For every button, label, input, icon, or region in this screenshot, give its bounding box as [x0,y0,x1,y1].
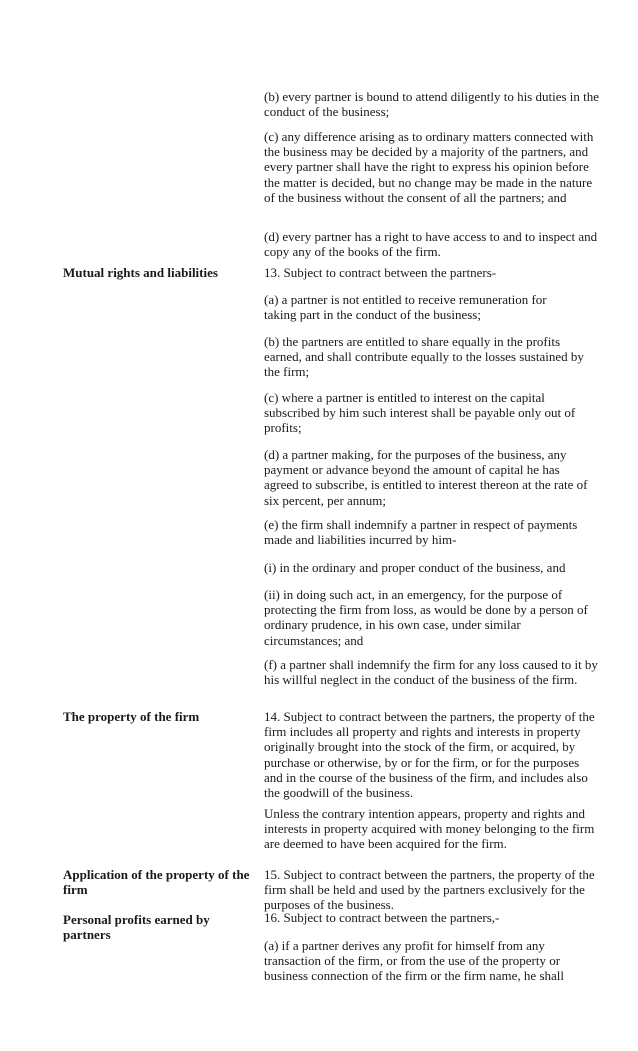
side-heading: Application of the property of the firm [63,867,250,897]
paragraph: (ii) in doing such act, in an emergency, for the purpose of protecting the firm from loss, as would be done by a person of ordinary prudence, in his own case, under similar circumstances; and [264,587,588,648]
paragraph: (b) every partner is bound to attend diligently to his duties in the conduct of the business; [264,89,600,120]
paragraph: (f) a partner shall indemnify the firm for any loss caused to it by his willful neglect in the conduct of the business of the firm. [264,657,598,688]
paragraph: (c) where a partner is entitled to interest on the capital subscribed by him such interest shall be payable only out of profits; [264,390,576,436]
paragraph: (a) a partner is not entitled to receive remuneration for taking part in the conduct of the business; [264,292,547,323]
paragraph: 14. Subject to contract between the partners, the property of the firm includes all property and rights and interests in property originally brought into the stock of the firm, or acquired, by purchase or otherwise, by or for the firm, or for the purposes and in the course of the business of the firm, and includes also the goodwill of the business. [264,709,595,801]
paragraph: 16. Subject to contract between the partners,- [264,910,500,925]
paragraph: (i) in the ordinary and proper conduct of the business, and [264,560,566,575]
paragraph: (d) every partner has a right to have access to and to inspect and copy any of the books of the firm. [264,229,598,260]
paragraph: (c) any difference arising as to ordinary matters connected with the business may be decided by a majority of the partners, and every partner shall have the right to express his opinion before the matter is decided, but no change may be made in the nature of the business without the consent of all the partners; and [264,129,594,205]
paragraph: Unless the contrary intention appears, property and rights and interests in property acquired with money belonging to the firm are deemed to have been acquired for the firm. [264,806,595,852]
paragraph: (e) the firm shall indemnify a partner in respect of payments made and liabilities incurred by him- [264,517,578,548]
side-heading: The property of the firm [63,709,200,724]
paragraph: 13. Subject to contract between the partners- [264,265,497,280]
side-heading: Personal profits earned by partners [63,912,210,942]
paragraph: (d) a partner making, for the purposes of the business, any payment or advance beyond the amount of capital he has agreed to subscribe, is entitled to interest thereon at the rate of six percent, per annum; [264,447,588,508]
paragraph: 15. Subject to contract between the partners, the property of the firm shall be held and used by the partners exclusively for the purposes of the business. [264,867,595,913]
side-heading: Mutual rights and liabilities [63,265,218,280]
paragraph: (a) if a partner derives any profit for himself from any transaction of the firm, or from the use of the property or business connection of the firm or the firm name, he shall [264,938,565,984]
paragraph: (b) the partners are entitled to share equally in the profits earned, and shall contribute equally to the losses sustained by the firm; [264,334,584,380]
